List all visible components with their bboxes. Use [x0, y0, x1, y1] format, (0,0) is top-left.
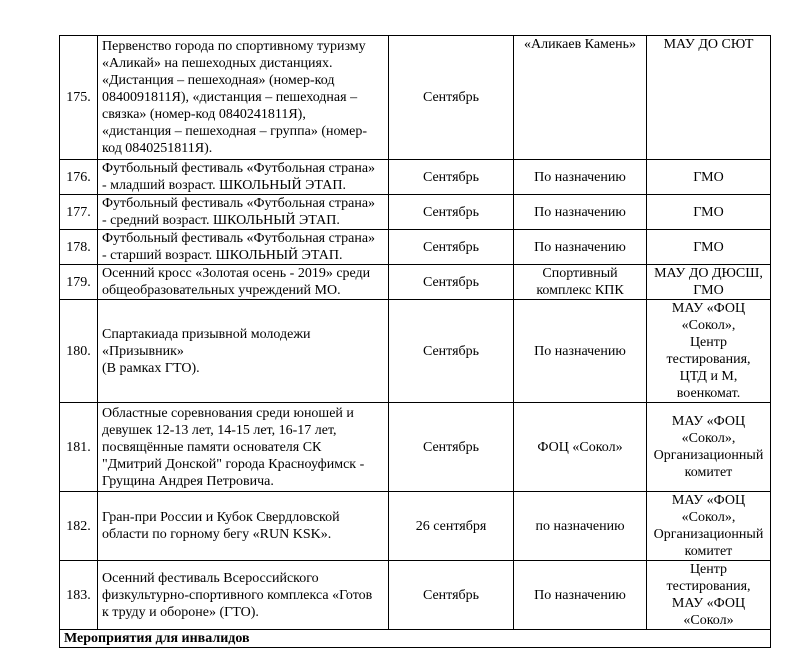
event-date: Сентябрь — [389, 561, 514, 630]
event-name: Первенство города по спортивному туризму «Аликай» на пешеходных дистанциях. «Дистанция – пешеходная» (номер-код 0840091811Я), «дистанция – пешеходная – связка» (номер-код 0840241811Я), «дистанция – пешеходная – группа» (номер- код 0840251811Я). — [98, 36, 389, 160]
table-row — [60, 403, 771, 492]
event-name: Областные соревнования среди юношей и девушек 12-13 лет, 14-15 лет, 16-17 лет, посвящённые памяти основателя СК "Дмитрий Донской" города Красноуфимск - Грущина Андрея Петровича. — [98, 403, 389, 492]
event-place: по назначению — [514, 492, 647, 561]
event-name: Футбольный фестиваль «Футбольная страна» - младший возраст. ШКОЛЬНЫЙ ЭТАП. — [98, 160, 389, 195]
row-number: 182. — [60, 492, 98, 561]
event-place: «Аликаев Камень» — [514, 36, 647, 160]
event-name: Гран-при России и Кубок Свердловской области по горному бегу «RUN KSK». — [98, 492, 389, 561]
event-name: Футбольный фестиваль «Футбольная страна» - средний возраст. ШКОЛЬНЫЙ ЭТАП. — [98, 195, 389, 230]
event-responsible: Центр тестирования, МАУ «ФОЦ «Сокол» — [647, 561, 771, 630]
event-responsible: ГМО — [647, 195, 771, 230]
row-number: 179. — [60, 265, 98, 300]
event-place: По назначению — [514, 195, 647, 230]
event-responsible: МАУ ДО СЮТ — [647, 36, 771, 160]
section-row — [60, 630, 771, 648]
event-responsible: МАУ ДО ДЮСШ, ГМО — [647, 265, 771, 300]
event-name: Осенний фестиваль Всероссийского физкультурно-спортивного комплекса «Готов к труду и обороне» (ГТО). — [98, 561, 389, 630]
table-row — [60, 265, 771, 300]
row-number: 175. — [60, 36, 98, 160]
section-heading: Мероприятия для инвалидов — [60, 630, 771, 648]
event-responsible: МАУ «ФОЦ «Сокол», Организационный комитет — [647, 403, 771, 492]
row-number: 178. — [60, 230, 98, 265]
event-place: По назначению — [514, 561, 647, 630]
table-row — [60, 160, 771, 195]
table-row — [60, 492, 771, 561]
event-responsible: МАУ «ФОЦ «Сокол», Организационный комитет — [647, 492, 771, 561]
table-row — [60, 195, 771, 230]
event-date: Сентябрь — [389, 160, 514, 195]
row-number: 181. — [60, 403, 98, 492]
event-date: 26 сентября — [389, 492, 514, 561]
event-responsible: МАУ «ФОЦ «Сокол», Центр тестирования, ЦТД и М, военкомат. — [647, 300, 771, 403]
row-number: 176. — [60, 160, 98, 195]
row-number: 183. — [60, 561, 98, 630]
event-date: Сентябрь — [389, 300, 514, 403]
table-row — [60, 36, 771, 160]
row-number: 180. — [60, 300, 98, 403]
event-place: По назначению — [514, 160, 647, 195]
event-name: Осенний кросс «Золотая осень - 2019» среди общеобразовательных учреждений МО. — [98, 265, 389, 300]
event-place: По назначению — [514, 300, 647, 403]
event-responsible: ГМО — [647, 160, 771, 195]
event-date: Сентябрь — [389, 36, 514, 160]
event-place: По назначению — [514, 230, 647, 265]
row-number: 177. — [60, 195, 98, 230]
event-date: Сентябрь — [389, 195, 514, 230]
event-date: Сентябрь — [389, 230, 514, 265]
table-row — [60, 300, 771, 403]
event-name: Спартакиада призывной молодежи «Призывник» (В рамках ГТО). — [98, 300, 389, 403]
events-table — [59, 35, 771, 648]
event-name: Футбольный фестиваль «Футбольная страна» - старший возраст. ШКОЛЬНЫЙ ЭТАП. — [98, 230, 389, 265]
event-place: Спортивный комплекс КПК — [514, 265, 647, 300]
table-row — [60, 561, 771, 630]
event-place: ФОЦ «Сокол» — [514, 403, 647, 492]
event-date: Сентябрь — [389, 403, 514, 492]
event-responsible: ГМО — [647, 230, 771, 265]
table-row — [60, 230, 771, 265]
event-date: Сентябрь — [389, 265, 514, 300]
